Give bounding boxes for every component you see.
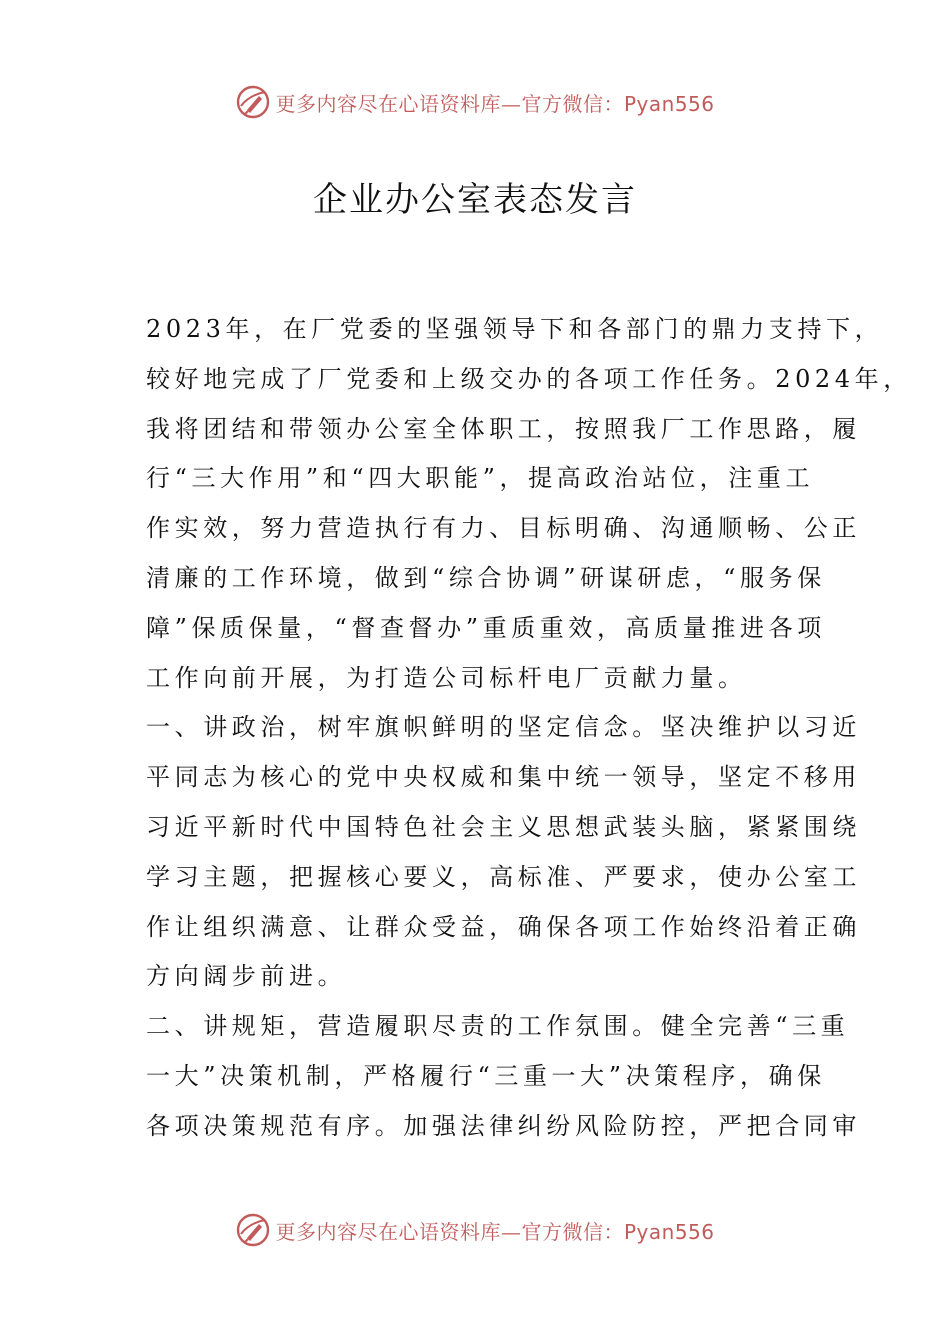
header-watermark bbox=[0, 82, 950, 122]
body-line: 我将团结和带领办公室全体职工，按照我厂工作思路，履 bbox=[146, 414, 861, 443]
body-line: 障”保质保量，“督查督办”重质重效，高质量推进各项 bbox=[146, 613, 826, 642]
footer-watermark bbox=[0, 1210, 950, 1250]
watermark-text: 更多内容尽在心语资料库—官方微信：Pyan556 bbox=[275, 91, 715, 116]
body-line: 习近平新时代中国特色社会主义思想武装头脑，紧紧围绕 bbox=[146, 812, 861, 841]
body-line: 作实效，努力营造执行有力、目标明确、沟通顺畅、公正 bbox=[146, 514, 861, 543]
watermark-text: 更多内容尽在心语资料库—官方微信：Pyan556 bbox=[275, 1219, 715, 1244]
document-title: 企业办公室表态发言 bbox=[313, 180, 637, 220]
body-line: 平同志为核心的党中央权威和集中统一领导，坚定不移用 bbox=[146, 763, 861, 792]
body-line: 工作向前开展，为打造公司标杆电厂贡献力量。 bbox=[146, 663, 747, 692]
body-line: 清廉的工作环境，做到“综合协调”研谋研虑，“服务保 bbox=[146, 563, 826, 592]
body-line: 较好地完成了厂党委和上级交办的各项工作任务。2024年， bbox=[146, 364, 912, 393]
document-body bbox=[146, 305, 912, 1152]
body-line: 方向阔步前进。 bbox=[146, 962, 347, 991]
body-line: 各项决策规范有序。加强法律纠纷风险防控，严把合同审 bbox=[146, 1111, 861, 1140]
body-line: 行“三大作用”和“四大职能”，提高政治站位，注重工 bbox=[146, 464, 815, 493]
body-line: 一、讲政治，树牢旗帜鲜明的坚定信念。坚决维护以习近 bbox=[146, 713, 861, 742]
body-line: 学习主题，把握核心要义，高标准、严要求，使办公室工 bbox=[146, 862, 861, 891]
body-line: 一大”决策机制，严格履行“三重一大”决策程序，确保 bbox=[146, 1061, 826, 1090]
body-line: 2023年，在厂党委的坚强领导下和各部门的鼎力支持下， bbox=[146, 315, 884, 343]
body-line: 二、讲规矩，营造履职尽责的工作氛围。健全完善“三重 bbox=[146, 1012, 850, 1041]
pen-logo-icon bbox=[235, 84, 271, 120]
body-line: 作让组织满意、让群众受益，确保各项工作始终沿着正确 bbox=[146, 912, 861, 941]
pen-logo-icon bbox=[235, 1212, 271, 1248]
